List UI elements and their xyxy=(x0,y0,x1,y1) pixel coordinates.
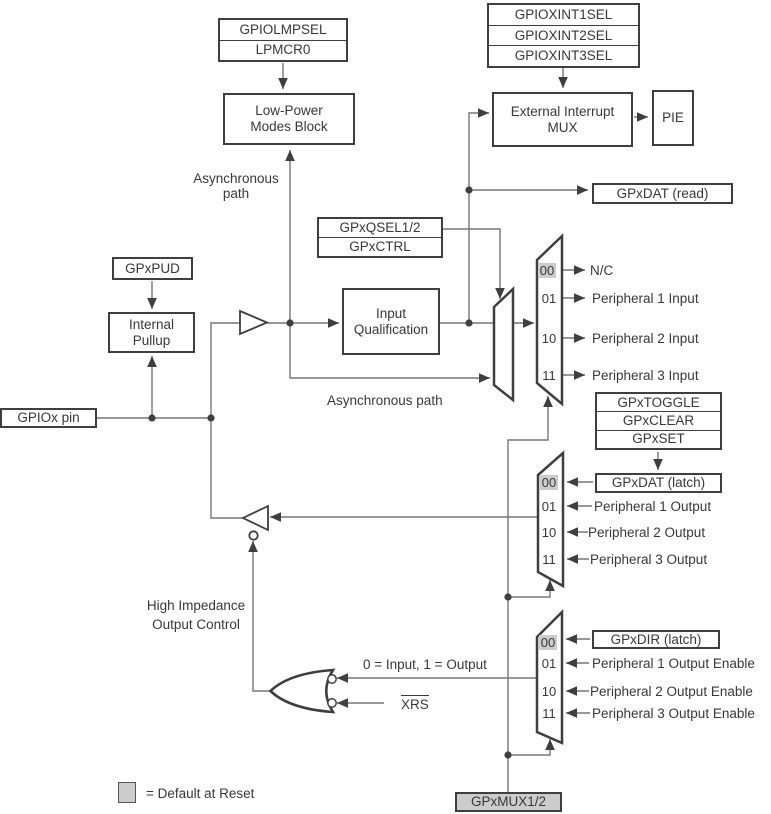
register-row: LPMCR0 xyxy=(220,40,346,61)
register-row: GPIOXINT3SEL xyxy=(489,45,638,66)
legend-swatch xyxy=(118,782,136,803)
peripheral-1-output-enable-label: Peripheral 1 Output Enable xyxy=(592,656,755,671)
peripheral-2-output-enable-label: Peripheral 2 Output Enable xyxy=(590,684,753,699)
register-row: GPIOXINT1SEL xyxy=(514,6,613,22)
peripheral-2-output-label: Peripheral 2 Output xyxy=(588,525,706,540)
high-impedance-label xyxy=(140,596,252,634)
register-gpxdir-latch xyxy=(592,630,720,649)
gpio-pin-block xyxy=(0,408,97,428)
peripheral-3-output-enable-label: Peripheral 3 Output Enable xyxy=(592,706,755,721)
input-mux-sel-11: 11 xyxy=(542,368,556,383)
signal-wires xyxy=(97,63,658,793)
register-row: GPIOLMPSEL xyxy=(239,21,327,37)
input-mux-sel-01: 01 xyxy=(541,291,557,306)
async-select-mux xyxy=(494,289,513,400)
register-gpxdat-read xyxy=(592,183,733,204)
register-label: GPxPUD xyxy=(125,260,180,276)
peripheral-1-input-label: Peripheral 1 Input xyxy=(592,291,699,306)
block-text: External Interrupt xyxy=(510,103,615,119)
pie-block xyxy=(652,90,694,146)
gate-input-bubble-top xyxy=(328,675,336,683)
enable-mux-sel-11: 11 xyxy=(542,706,556,721)
register-gpxpud xyxy=(112,257,193,280)
internal-pullup-block xyxy=(108,312,195,353)
peripheral-3-input-label: Peripheral 3 Input xyxy=(592,368,699,383)
register-label: GPxDAT (read) xyxy=(616,185,709,201)
input-mux-sel-10: 10 xyxy=(541,331,557,346)
low-power-modes-block xyxy=(223,93,355,145)
register-gpxdat-latch xyxy=(595,473,722,493)
async-path-label-mid: Asynchronous path xyxy=(327,393,443,408)
output-mux-sel-10: 10 xyxy=(541,525,557,540)
block-text: MUX xyxy=(547,119,578,135)
xrs-label xyxy=(401,695,429,712)
output-buffer-triangle xyxy=(243,506,268,530)
block-text: Qualification xyxy=(353,321,429,337)
legend-label: = Default at Reset xyxy=(146,786,255,801)
register-row: GPxCTRL xyxy=(319,237,441,256)
xrs-text: XRS xyxy=(401,697,429,712)
register-label: GPxDAT (latch) xyxy=(611,475,706,490)
register-gpxtoggle-clear-set xyxy=(595,392,722,450)
block-text: Pullup xyxy=(132,332,171,348)
label-line: Output Control xyxy=(152,617,240,632)
output-mux-sel-00: 00 xyxy=(541,475,557,490)
block-text: Low-Power xyxy=(255,103,323,118)
block-text: PIE xyxy=(662,110,684,125)
input-buffer-triangle xyxy=(240,311,267,334)
external-interrupt-mux-block xyxy=(492,92,633,147)
output-enable-mux xyxy=(537,612,562,743)
enable-mux-sel-00: 00 xyxy=(540,635,556,650)
direction-hint-label: 0 = Input, 1 = Output xyxy=(363,657,487,672)
nc-label: N/C xyxy=(590,263,614,278)
output-mux-sel-11: 11 xyxy=(542,552,556,567)
output-mux-sel-01: 01 xyxy=(541,499,557,514)
enable-mux-sel-10: 10 xyxy=(541,684,557,699)
async-path-label-top xyxy=(186,171,286,201)
register-row: GPxQSEL1/2 xyxy=(339,220,421,235)
register-gpioxintsel xyxy=(487,3,640,68)
block-text: Modes Block xyxy=(250,119,328,134)
label-line: path xyxy=(222,186,250,201)
enable-mux-sel-01: 01 xyxy=(541,656,557,671)
register-row: GPIOXINT2SEL xyxy=(489,25,638,46)
register-row: GPxTOGGLE xyxy=(617,394,700,410)
gate-input-bubble-bottom xyxy=(328,699,336,707)
peripheral-2-input-label: Peripheral 2 Input xyxy=(592,331,699,346)
peripheral-3-output-label: Peripheral 3 Output xyxy=(590,552,708,567)
peripheral-1-output-label: Peripheral 1 Output xyxy=(594,499,712,514)
register-gpiolmpsel-lpmcr0 xyxy=(218,18,348,62)
register-row: GPxCLEAR xyxy=(597,411,720,429)
label-line: Asynchronous xyxy=(193,171,279,186)
register-gpxmux xyxy=(455,792,562,812)
output-enable-bubble xyxy=(249,531,257,539)
block-text: GPIOx pin xyxy=(17,410,80,425)
register-gpxqsel-gpxctrl xyxy=(317,217,443,258)
register-label: GPxDIR (latch) xyxy=(610,631,702,647)
label-line: High Impedance xyxy=(146,598,246,613)
block-text: Internal xyxy=(128,316,175,332)
block-text: Input xyxy=(375,305,407,321)
input-mux-sel-00: 00 xyxy=(539,263,555,278)
register-label: GPxMUX1/2 xyxy=(470,794,547,809)
nor-gate xyxy=(271,670,334,712)
register-row: GPxSET xyxy=(597,430,720,448)
input-qualification-block xyxy=(342,288,440,355)
